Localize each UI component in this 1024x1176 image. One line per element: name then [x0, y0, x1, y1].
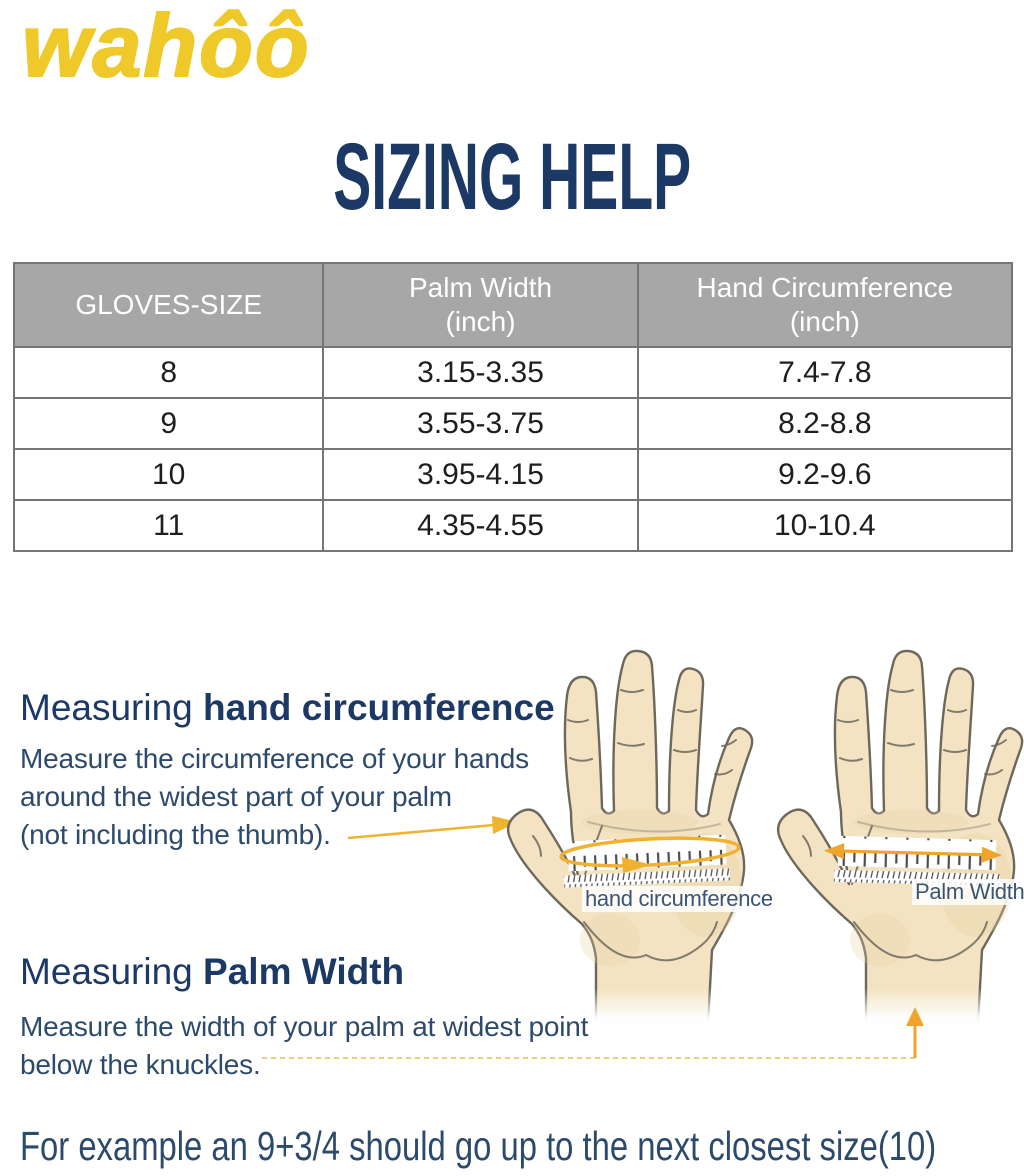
- cell-hand-circumference: 8.2-8.8: [638, 398, 1012, 449]
- brand-logo: wahôô: [22, 0, 311, 95]
- page-title: SIZING HELP: [333, 124, 691, 230]
- table-row: [14, 347, 1012, 398]
- table-row: [14, 500, 1012, 551]
- cell-size: 9: [14, 398, 323, 449]
- heading-emphasis: hand circumference: [203, 687, 555, 728]
- footer-note-wrap: [20, 1124, 1024, 1169]
- hand-circumference-diagram: [506, 640, 776, 1025]
- column-header-label: Palm Width: [408, 272, 553, 304]
- pointer-arrow-icon: [346, 810, 522, 844]
- section-heading-palm-width: [20, 952, 404, 993]
- column-header-hand-circumference: [638, 263, 1012, 347]
- heading-prefix: Measuring: [20, 687, 204, 728]
- column-header-gloves-size: [14, 263, 323, 347]
- cell-size: 10: [14, 449, 323, 500]
- cell-palm-width: 3.15-3.35: [323, 347, 637, 398]
- cell-hand-circumference: 10-10.4: [638, 500, 1012, 551]
- cell-size: 11: [14, 500, 323, 551]
- table-row: [14, 398, 1012, 449]
- size-table: [13, 262, 1013, 552]
- heading-emphasis: Palm Width: [203, 951, 405, 992]
- cell-palm-width: 3.55-3.75: [323, 398, 637, 449]
- pointer-dashed-arrow-icon: [260, 1004, 940, 1064]
- column-header-unit: (inch): [445, 306, 516, 337]
- cell-palm-width: 4.35-4.55: [323, 500, 637, 551]
- body-line: around the widest part of your palm: [20, 781, 452, 812]
- cell-hand-circumference: 7.4-7.8: [638, 347, 1012, 398]
- body-line: (not including the thumb).: [20, 819, 331, 850]
- column-header-label: Hand Circumference: [696, 272, 954, 304]
- body-line: Measure the circumference of your hands: [20, 743, 529, 774]
- heading-prefix: Measuring: [20, 951, 204, 992]
- column-header-unit: (inch): [789, 306, 860, 337]
- body-line: Measure the width of your palm at widest point: [20, 1011, 589, 1042]
- section-heading-hand-circumference: [20, 688, 555, 729]
- diagram-label-palm-width: Palm Width: [912, 879, 1024, 905]
- page-title-wrap: [0, 124, 1024, 230]
- footer-note: For example an 9+3/4 should go up to the next closest size(10): [20, 1123, 937, 1169]
- cell-hand-circumference: 9.2-9.6: [638, 449, 1012, 500]
- palm-width-diagram: [776, 640, 1024, 1025]
- cell-palm-width: 3.95-4.15: [323, 449, 637, 500]
- body-line: below the knuckles.: [20, 1049, 261, 1080]
- cell-size: 8: [14, 347, 323, 398]
- diagram-label-hand-circumference: hand circumference: [582, 886, 776, 912]
- column-header-label: GLOVES-SIZE: [75, 289, 263, 321]
- column-header-palm-width: [323, 263, 637, 347]
- size-table-header-row: [14, 263, 1012, 347]
- table-row: [14, 449, 1012, 500]
